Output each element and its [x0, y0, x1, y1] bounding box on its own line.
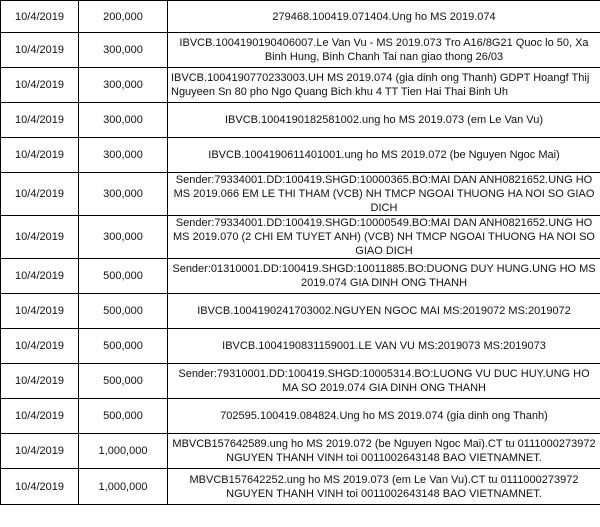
amount-cell: 300,000 [79, 68, 168, 103]
amount-cell: 300,000 [79, 216, 168, 259]
description-cell: 702595.100419.084824.Ung ho MS 2019.074 (gia dinh ong Thanh) [168, 399, 600, 434]
description-cell: MBVCB157642252.ung ho MS 2019.073 (em Le Van Vu).CT tu 0111000273972 NGUYEN THANH VINH toi 0011002643148 BAO VIETNAMNET. [168, 469, 600, 505]
description-cell: IBVCB.1004190831159001.LE VAN VU MS:2019073 MS:2019073 [168, 329, 600, 364]
table-row [1, 173, 600, 216]
table-row [1, 1, 600, 33]
amount-cell: 1,000,000 [79, 434, 168, 469]
amount-cell: 300,000 [79, 173, 168, 216]
table-row [1, 33, 600, 68]
amount-cell: 500,000 [79, 259, 168, 294]
date-cell: 10/4/2019 [1, 1, 79, 33]
date-cell: 10/4/2019 [1, 138, 79, 173]
table-row [1, 434, 600, 469]
description-cell: IBVCB.1004190241703002.NGUYEN NGOC MAI MS:2019072 MS:2019072 [168, 294, 600, 329]
description-cell: MBVCB157642589.ung ho MS 2019.072 (be Nguyen Ngoc Mai).CT tu 0111000273972 NGUYEN THANH VINH toi 0011002643148 BAO VIETNAMNET. [168, 434, 600, 469]
amount-cell: 300,000 [79, 103, 168, 138]
description-cell: IBVCB.1004190190406007.Le Van Vu - MS 2019.073 Tro A16/8G21 Quoc lo 50, Xa Binh Hung, Binh Chanh Tai nan giao thong 26/03 [168, 33, 600, 68]
date-cell: 10/4/2019 [1, 259, 79, 294]
description-cell: Sender:79310001.DD:100419.SHGD:10005314.BO:LUONG VU DUC HUY.UNG HO MA SO 2019.074 GIA DINH ONG THANH [168, 364, 600, 399]
date-cell: 10/4/2019 [1, 173, 79, 216]
date-cell: 10/4/2019 [1, 33, 79, 68]
table-row [1, 469, 600, 505]
date-cell: 10/4/2019 [1, 216, 79, 259]
table-row [1, 294, 600, 329]
date-cell: 10/4/2019 [1, 329, 79, 364]
table-row [1, 216, 600, 259]
amount-cell: 1,000,000 [79, 469, 168, 505]
description-cell: 279468.100419.071404.Ung ho MS 2019.074 [168, 1, 600, 33]
amount-cell: 300,000 [79, 138, 168, 173]
table-row [1, 329, 600, 364]
date-cell: 10/4/2019 [1, 434, 79, 469]
date-cell: 10/4/2019 [1, 469, 79, 505]
description-cell: IBVCB.1004190182581002.ung ho MS 2019.073 (em Le Van Vu) [168, 103, 600, 138]
amount-cell: 500,000 [79, 364, 168, 399]
amount-cell: 500,000 [79, 329, 168, 364]
table-row [1, 399, 600, 434]
date-cell: 10/4/2019 [1, 294, 79, 329]
amount-cell: 500,000 [79, 399, 168, 434]
amount-cell: 300,000 [79, 33, 168, 68]
description-cell: Sender:79334001.DD:100419.SHGD:10000365.BO:MAI DAN ANH0821652.UNG HO MS 2019.066 EM LE THI THAM (VCB) NH TMCP NGOAI THUONG HA NOI SO GIAO DICH [168, 173, 600, 216]
description-cell: IBVCB.1004190611401001.ung ho MS 2019.072 (be Nguyen Ngoc Mai) [168, 138, 600, 173]
date-cell: 10/4/2019 [1, 68, 79, 103]
date-cell: 10/4/2019 [1, 103, 79, 138]
table-row [1, 364, 600, 399]
date-cell: 10/4/2019 [1, 399, 79, 434]
amount-cell: 200,000 [79, 1, 168, 33]
amount-cell: 500,000 [79, 294, 168, 329]
date-cell: 10/4/2019 [1, 364, 79, 399]
description-cell: Sender:79334001.DD:100419.SHGD:10000549.BO:MAI DAN ANH0821652.UNG HO MS 2019.070 (2 CHI EM TUYET ANH) (VCB) NH TMCP NGOAI THUONG HA NOI SO GIAO DICH [168, 216, 600, 259]
description-cell: Sender:01310001.DD:100419.SHGD:10011885.BO:DUONG DUY HUNG.UNG HO MS 2019.074 GIA DINH ONG THANH [168, 259, 600, 294]
table-row [1, 138, 600, 173]
table-row [1, 103, 600, 138]
table-row [1, 259, 600, 294]
table-row [1, 68, 600, 103]
description-cell: IBVCB.1004190770233003.UH MS 2019.074 (gia dinh ong Thanh) GDPT Hoangf Thij Nguyeen Sn 80 pho Ngo Quang Bich khu 4 TT Tien Hai Thai Binh Uh [168, 68, 600, 103]
